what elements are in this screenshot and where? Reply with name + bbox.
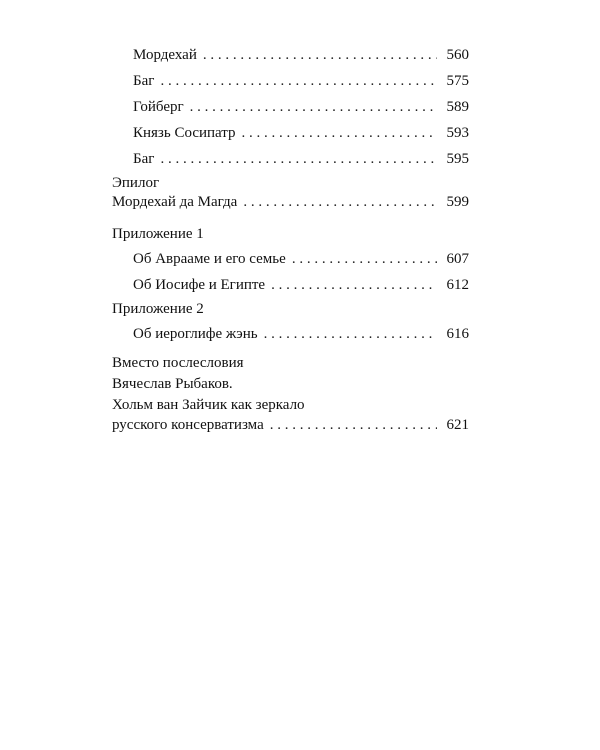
toc-entry-title: Об Иосифе и Египте: [133, 277, 266, 293]
toc-entry-page: 595: [446, 151, 469, 167]
toc-entry-title: Князь Сосипатр: [133, 125, 236, 141]
dot-leader: [203, 45, 437, 65]
appendix-1-heading: Приложение 1: [112, 226, 204, 242]
dot-leader: [271, 275, 437, 295]
epilog-heading: Эпилог: [112, 175, 160, 191]
toc-entry: [133, 71, 469, 91]
toc-entry-page: 607: [446, 251, 469, 267]
toc-entry-title: Об иероглифе жэнь: [133, 326, 258, 342]
toc-entry: [133, 123, 469, 143]
toc-entry-page: 593: [446, 125, 469, 141]
toc-entry-epilog: [112, 192, 469, 212]
toc-entry-title: Баг: [133, 151, 155, 167]
toc-entry-page: 612: [446, 277, 469, 293]
toc-entry-title: Гойберг: [133, 99, 184, 115]
dot-leader: [242, 123, 437, 143]
afterword-author: Вячеслав Рыбаков.: [112, 376, 233, 392]
toc-entry-page: 560: [446, 47, 469, 63]
toc-entry-page: 589: [446, 99, 469, 115]
toc-entry-title: Мордехай: [133, 47, 197, 63]
afterword-title-line-1: Хольм ван Зайчик как зеркало: [112, 397, 305, 413]
appendix-2-heading: Приложение 2: [112, 301, 204, 317]
toc-entry: [133, 324, 469, 344]
afterword-heading: Вместо послесловия: [112, 355, 244, 371]
dot-leader: [243, 192, 437, 212]
dot-leader: [292, 249, 437, 269]
dot-leader: [160, 149, 437, 169]
toc-entry-title: Об Аврааме и его семье: [133, 251, 286, 267]
toc-entry-page: 575: [446, 73, 469, 89]
dot-leader: [270, 415, 437, 435]
toc-entry: [133, 149, 469, 169]
toc-entry: [133, 45, 469, 65]
toc-entry-page: 621: [446, 417, 469, 433]
toc-entry-title: русского консерватизма: [112, 417, 264, 433]
toc-entry-afterword: [112, 415, 469, 435]
toc-entry-page: 616: [446, 326, 469, 342]
toc-entry: [133, 97, 469, 117]
toc-entry-page: 599: [446, 194, 469, 210]
toc-entry: [133, 275, 469, 295]
toc-entry-title: Баг: [133, 73, 155, 89]
toc-entry: [133, 249, 469, 269]
toc-entry-title: Мордехай да Магда: [112, 194, 238, 210]
dot-leader: [190, 97, 437, 117]
dot-leader: [264, 324, 437, 344]
dot-leader: [160, 71, 437, 91]
